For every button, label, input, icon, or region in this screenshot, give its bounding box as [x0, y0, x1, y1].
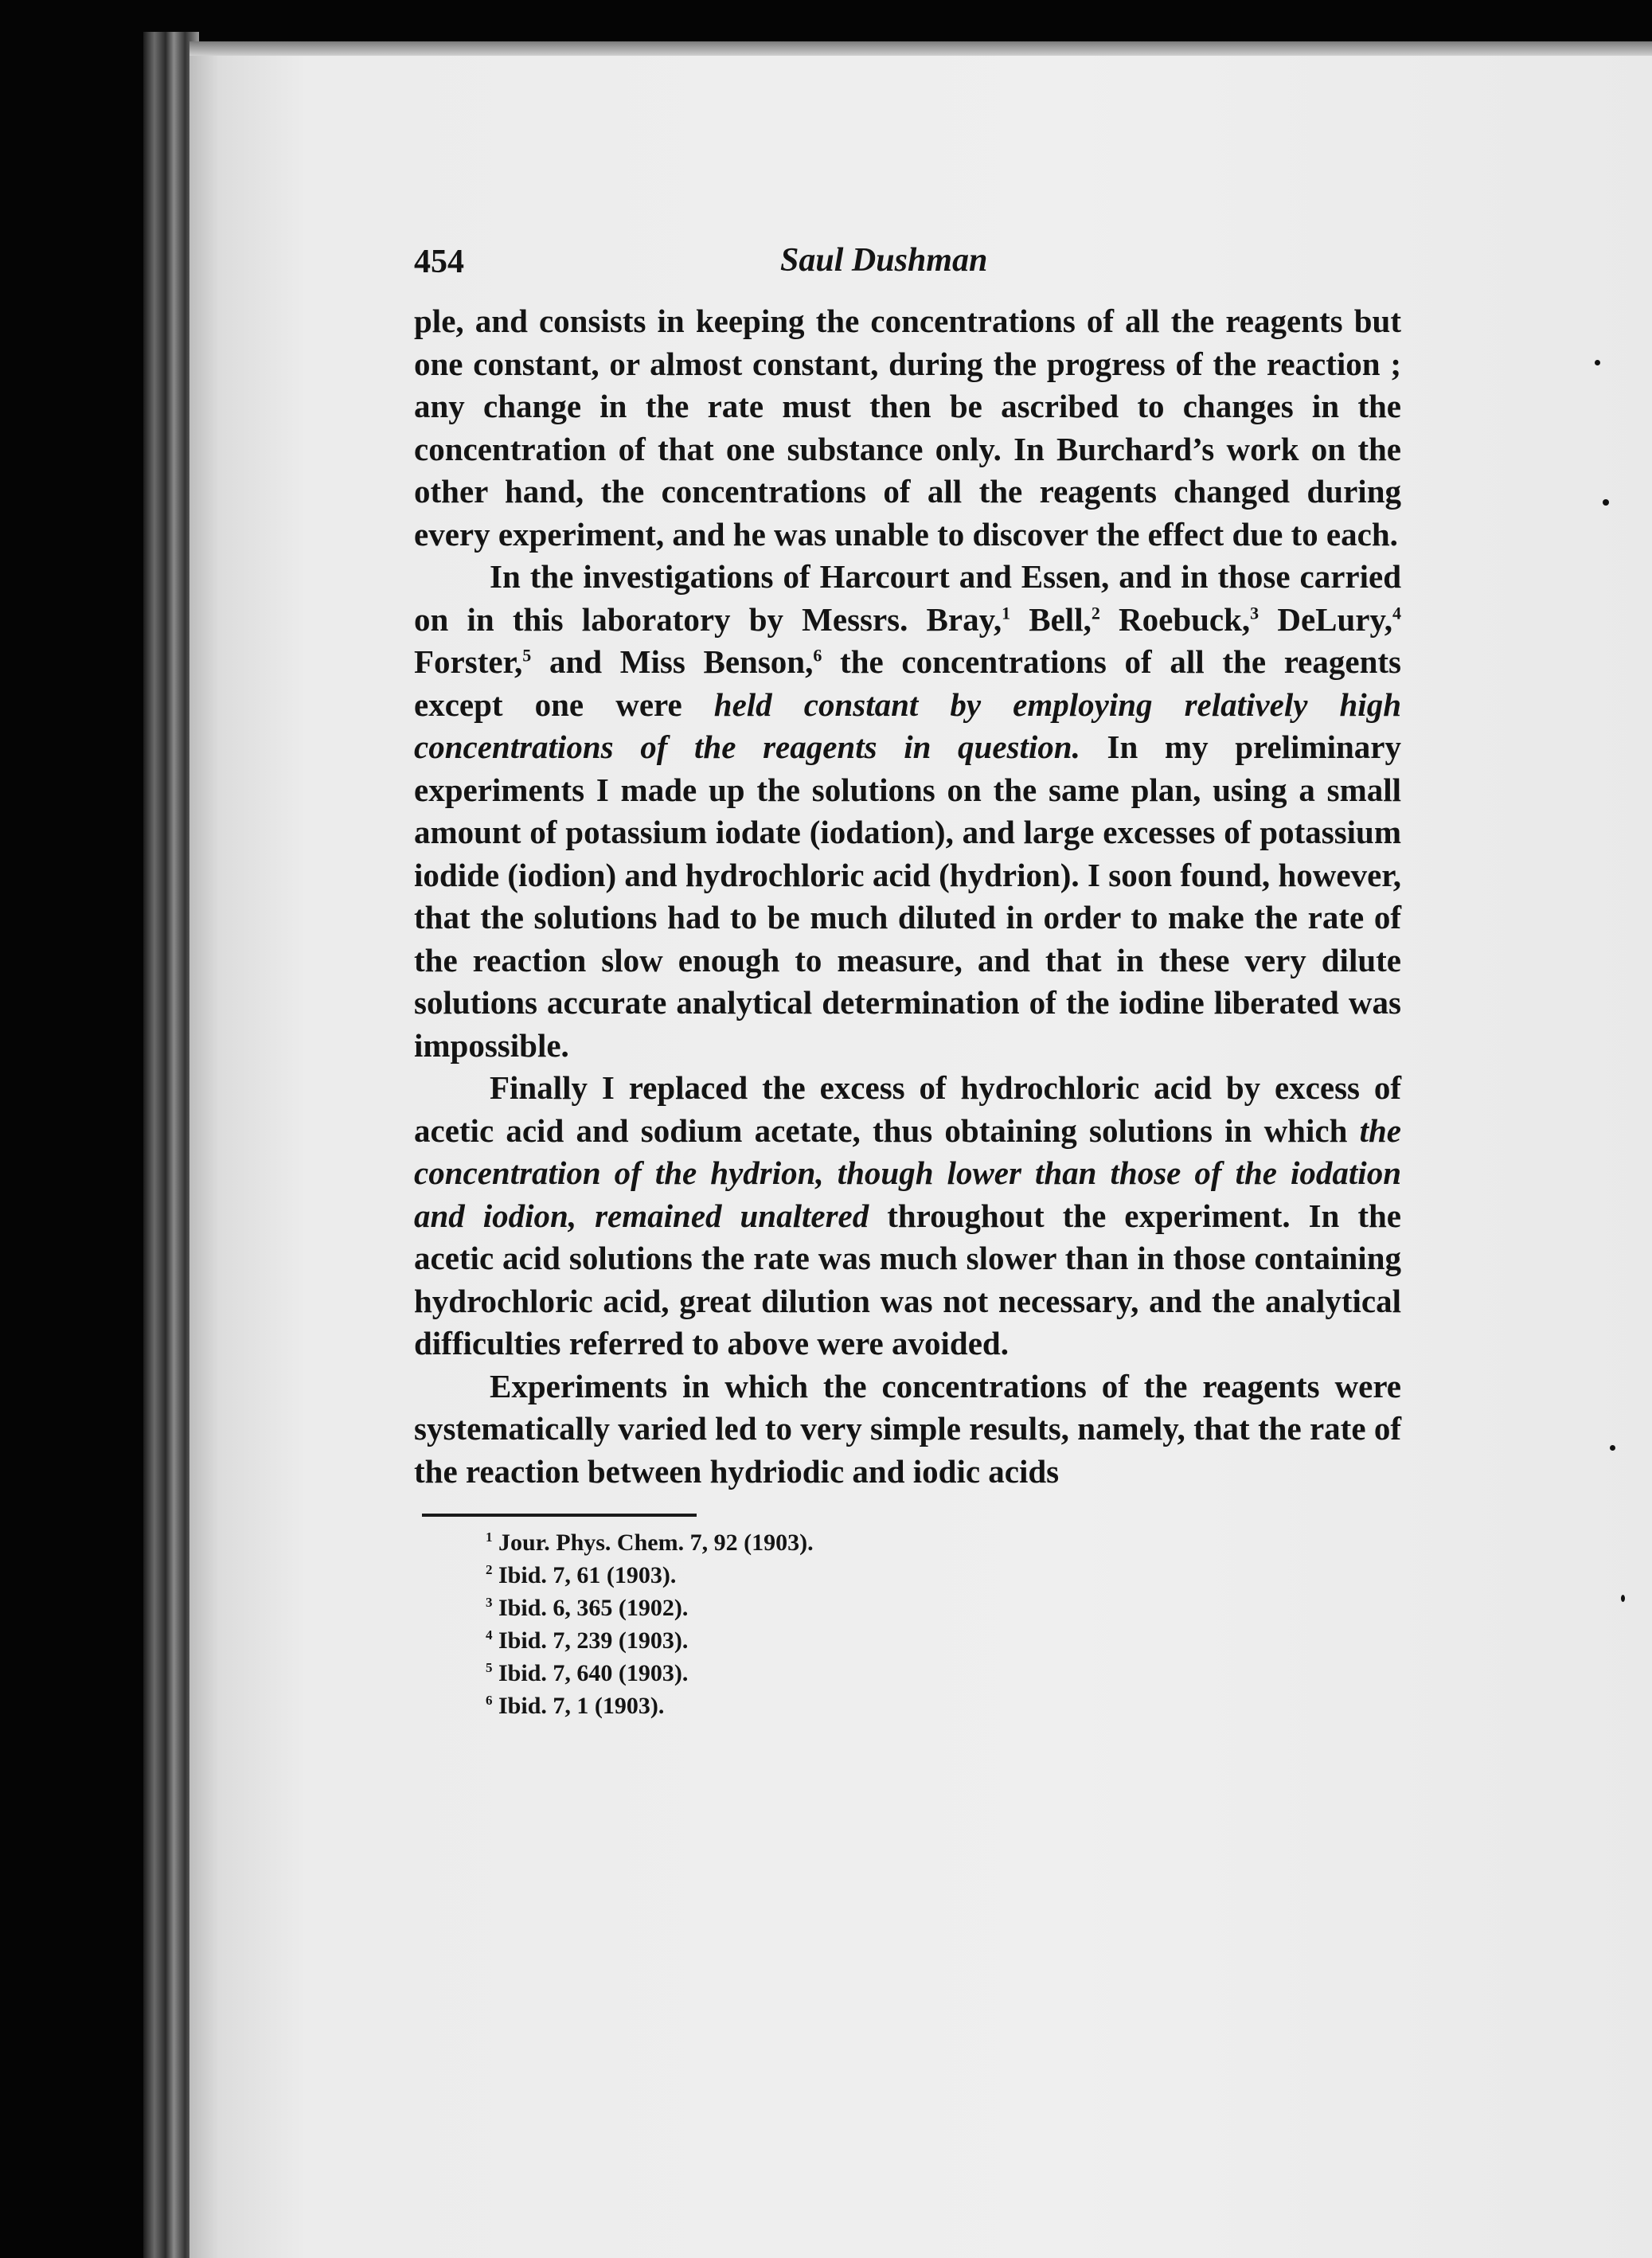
- page-number: 454: [414, 244, 464, 280]
- footnotes: [486, 1526, 1401, 1722]
- footnote-rule: [422, 1514, 697, 1517]
- paragraph-2: In the investigations of Harcourt and Essen, and in those carried on in this laboratory by Messrs. Bray,$^1$ Bell,$^2$ Roebuck,$^3$ DeLury,$^4$ Forster,$^5$ and Miss Benson,$^6$ the concentrations of all the reagents except one were held constant by employing relatively high concentrations of the reagents in question. In my preliminary experiments I made up the solutions on the same plan, using a small amount of potassium iodate (iodation), and large excesses of potassium iodide (iodion) and hydrochloric acid (hydrion). I soon found, however, that the solutions had to be much diluted in order to make the rate of the reaction slow enough to measure, and that in these very dilute solutions accurate analytical determination of the iodine liberated was impossible.: [414, 558, 1401, 1064]
- footnote-ref: 2: [1091, 602, 1100, 623]
- footnote: $^3$ Ibid. 6, 365 (1902).: [486, 1595, 689, 1621]
- margin-speck: [1603, 499, 1609, 506]
- footnote: $^6$ Ibid. 7, 1 (1903).: [486, 1693, 665, 1719]
- italic-emphasis: held constant by employing relatively high concentrations of the reagents in question.: [414, 686, 1401, 765]
- paragraph-4: Experiments in which the concentrations of the reagents were systematically varied led to very simple results, namely, that the rate of the reaction between hydriodic and iodic acids: [414, 1367, 1401, 1490]
- page-header: [414, 243, 1401, 300]
- margin-speck: [1621, 1595, 1625, 1602]
- page-top-edge: [189, 41, 1652, 56]
- page-text: [414, 243, 1401, 1722]
- italic-emphasis: the concentration of the hydrion, though lower than those of the iodation and iodion, remained unaltered: [414, 1111, 1401, 1234]
- footnote: $^1$ Jour. Phys. Chem. 7, 92 (1903).: [486, 1529, 814, 1556]
- margin-speck: [1595, 360, 1600, 365]
- footnote: $^5$ Ibid. 7, 640 (1903).: [486, 1660, 689, 1686]
- footnote-ref: 4: [1392, 602, 1401, 623]
- footnote-ref: 1: [1002, 602, 1011, 623]
- margin-speck: [1610, 1445, 1615, 1451]
- footnote-ref: 6: [813, 645, 822, 666]
- running-head: Saul Dushman: [780, 242, 988, 279]
- footnote-ref: 3: [1250, 602, 1260, 623]
- paragraph-3: Finally I replaced the excess of hydrochloric acid by excess of acetic acid and sodium acetate, thus obtaining solutions in which the concentration of the hydrion, though lower than those of the iodation and iodion, remained unaltered throughout the experiment. In the acetic acid solutions the rate was much slower than in those containing hydrochloric acid, great dilution was not necessary, and the analytical difficulties referred to above were avoided.: [414, 1069, 1401, 1361]
- footnote-ref: 5: [522, 645, 532, 666]
- footnote: $^4$ Ibid. 7, 239 (1903).: [486, 1627, 689, 1654]
- footnote: $^2$ Ibid. 7, 61 (1903).: [486, 1562, 677, 1588]
- paragraph-1: ple, and consists in keeping the concentrations of all the reagents but one constant, or almost constant, during the progress of the reaction ; any change in the rate must then be ascribed to changes in the concentration of that one substance only. In Burchard’s work on the other hand, the concentrations of all the reagents changed during every experiment, and he was unable to discover the effect due to each.: [414, 303, 1401, 553]
